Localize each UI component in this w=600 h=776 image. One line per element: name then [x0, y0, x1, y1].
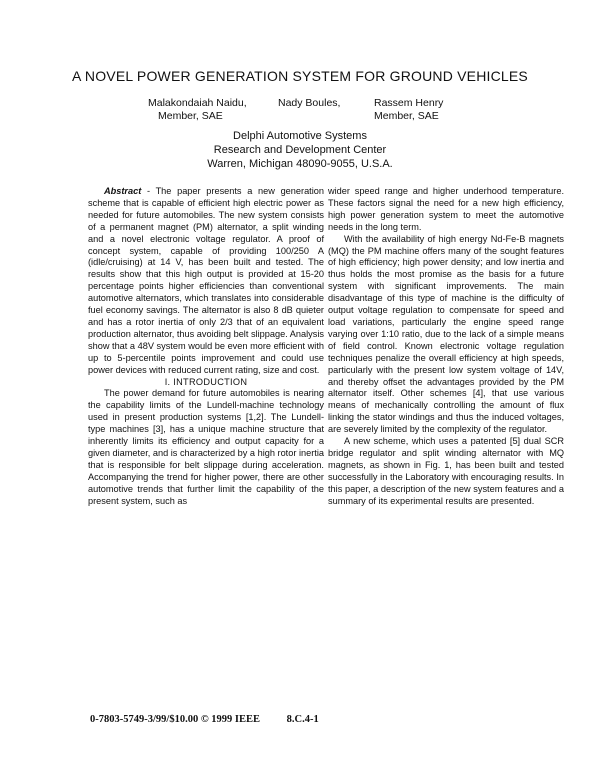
- author-3-name: Rassem Henry: [374, 97, 444, 109]
- affiliation-org: Delphi Automotive Systems: [233, 130, 367, 142]
- intro-paragraph-1: The power demand for future automobiles is nearing the capability limits of the Lundell-machine technology used in present production systems [1,2]. The Lundell-type machines [3], has a unique machine structure that inherently limits its efficiency and output capacity for a given diameter, and is characterized by a high rotor inertia that is responsible for belt slippage during acceleration. Accompanying the trend for higher power, there are other automotive trends that further limit the capability of the present system, such as: [88, 388, 324, 506]
- left-column: [88, 186, 324, 507]
- author-2-name: Nady Boules,: [278, 97, 341, 109]
- author-2: [278, 97, 340, 110]
- intro-paragraph-3: A new scheme, which uses a patented [5] dual SCR bridge regulator and split winding alternator with MQ magnets, as shown in Fig. 1, has been built and tested successfully in the Laboratory with encouraging results. In this paper, a description of the new system features and a summary of its experimental results are presented.: [328, 436, 564, 506]
- abstract-label: Abstract: [104, 186, 142, 196]
- author-1: [148, 97, 247, 123]
- author-1-name: Malakondaiah Naidu,: [148, 97, 247, 109]
- right-column: [328, 186, 564, 507]
- abstract-text: - The paper presents a new generation scheme that is capable of efficient high electric power as needed for future automobiles. The new system consists of a permanent magnet (PM) alternator, a split winding and a novel electronic voltage regulator. A proof of concept system, capable of providing 100/250 A (idle/cruising) at 14 V, has been built and tested. The results show that this high output is provided at 15-20 percentage points higher efficiencies than conventional automotive alternators, which translates into considerable fuel economy savings. The alternator is also 8 dB quieter and has a rotor inertia of only 2/3 that of an equivalent production alternator, thus avoiding belt slippage. Analysis show that a 48V system would be even more efficient with up to 5-percentile points improvement and could use power devices with reduced current rating, size and cost.: [88, 186, 324, 375]
- author-3: [374, 97, 443, 123]
- section-heading-introduction: I. INTRODUCTION: [164, 376, 248, 387]
- intro-paragraph-1-continued: wider speed range and higher underhood temperature. These factors signal the need for a new high efficiency, high power generation system to meet the automotive needs in the long term.: [328, 186, 564, 232]
- footer-page-number: 8.C.4-1: [286, 714, 319, 725]
- affiliation: [150, 129, 450, 171]
- affiliation-dept: Research and Development Center: [213, 144, 387, 156]
- footer-copyright: 0-7803-5749-3/99/$10.00 © 1999 IEEE: [90, 714, 261, 725]
- affiliation-address: Warren, Michigan 48090-9055, U.S.A.: [207, 158, 393, 170]
- abstract: [88, 186, 324, 377]
- author-3-membership: Member, SAE: [374, 110, 439, 122]
- intro-paragraph-2: With the availability of high energy Nd-Fe-B magnets (MQ) the PM machine offers many of the sought features of high efficiency; high power density; and low inertia and thus holds the most promise as the basis for a future system with significant improvements. The main disadvantage of this type of machine is the difficulty of output voltage regulation to compensate for speed and load variations, particularly the engine speed range varying over 1:10 ratio, due to the lack of a simple means of field control. Known electronic voltage regulation techniques penalize the overall efficiency at high speeds, particularly with the present low system voltage of 14V, and thereby offset the advantages provided by the PM alternator itself. Other schemes [4], that use various means of mechanically controlling the amount of flux linking the stator windings and thus the induced voltages, are severely limited by the complexity of the regulator.: [328, 233, 564, 435]
- paper-title: A NOVEL POWER GENERATION SYSTEM FOR GROUND VEHICLES: [72, 68, 528, 84]
- page-footer: [90, 714, 343, 725]
- author-1-membership: Member, SAE: [158, 110, 223, 122]
